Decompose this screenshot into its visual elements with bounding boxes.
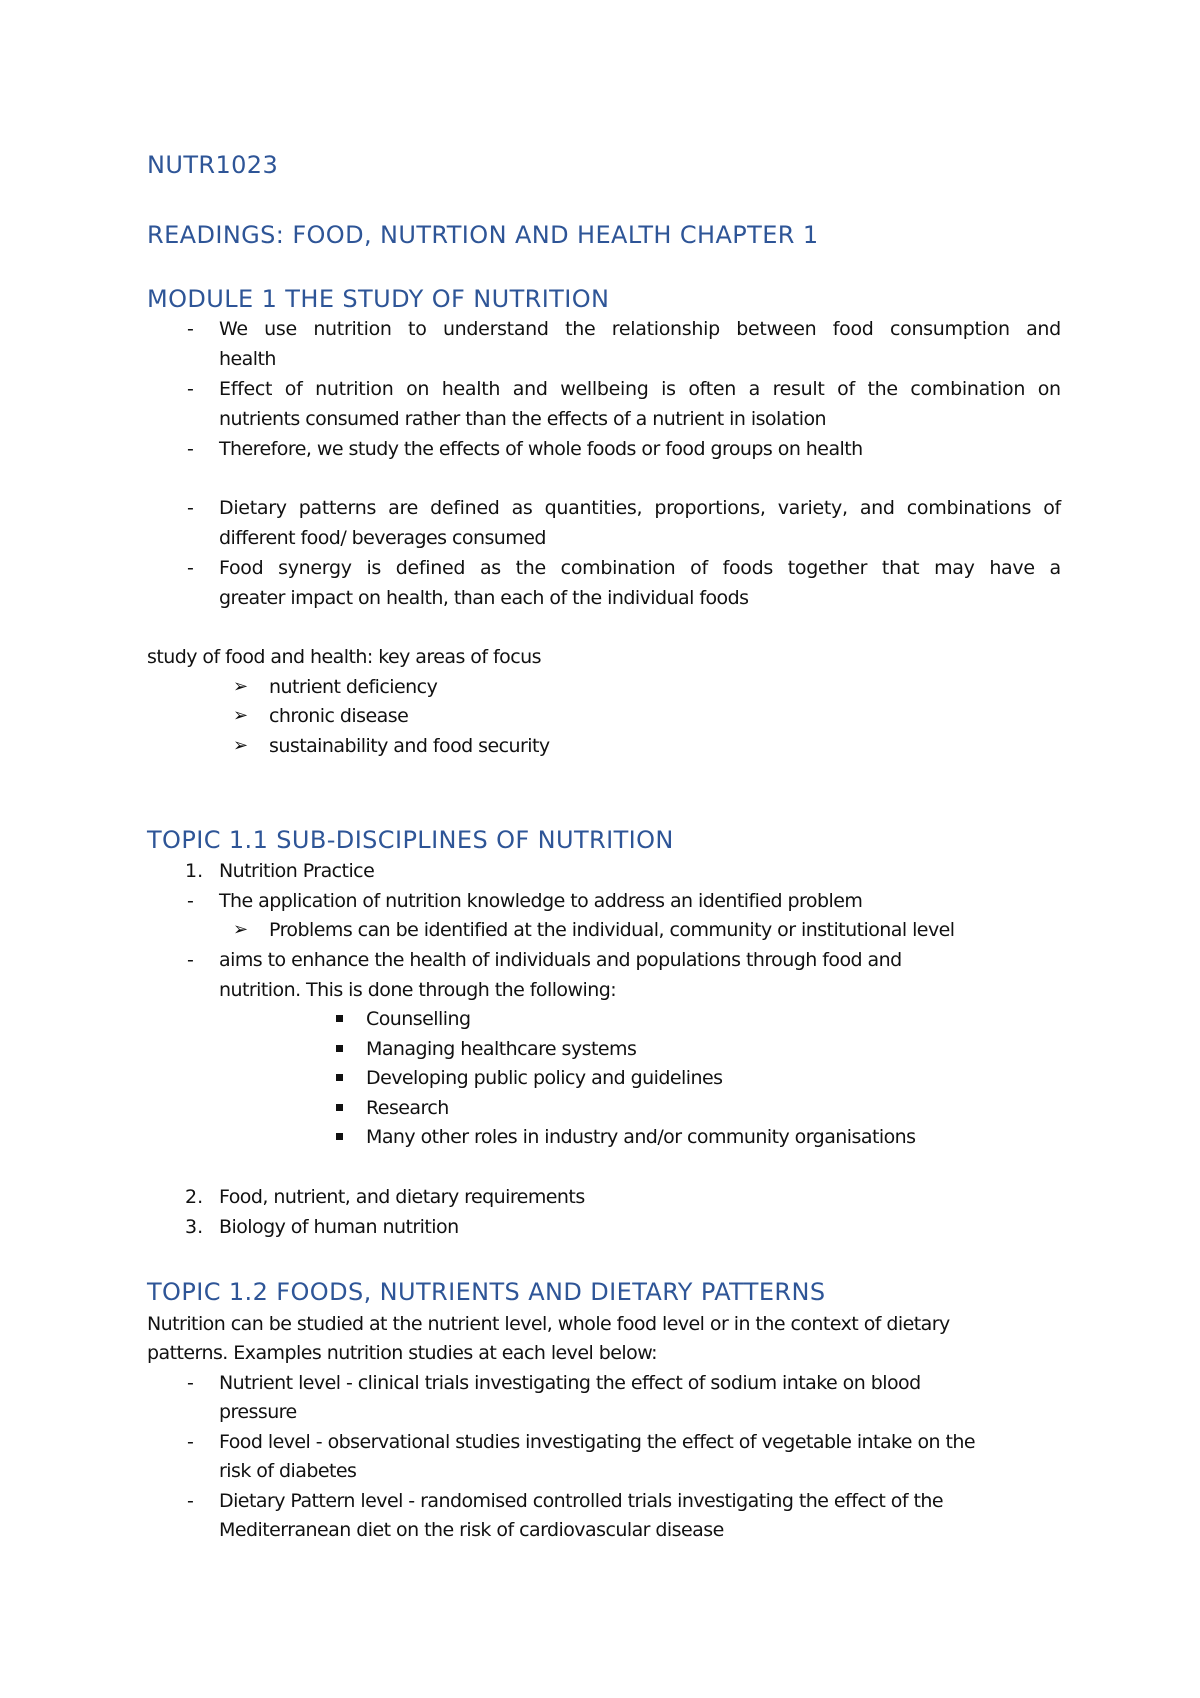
- justified-word: Dietary: [219, 497, 287, 519]
- topic12-heading: TOPIC 1.2 FOODS, NUTRIENTS AND DIETARY PATTERNS: [147, 1278, 826, 1306]
- justified-word: the: [867, 378, 898, 400]
- justified-word: a: [748, 378, 760, 400]
- dash-bullet: -: [187, 557, 194, 579]
- topic12-intro-line-2: patterns. Examples nutrition studies at each level below:: [147, 1342, 657, 1364]
- justified-word: is: [366, 557, 382, 579]
- focus-item: sustainability and food security: [269, 735, 550, 757]
- role-item: Counselling: [366, 1008, 471, 1030]
- justified-word: that: [881, 557, 920, 579]
- topic11-heading: TOPIC 1.1 SUB-DISCIPLINES OF NUTRITION: [147, 826, 674, 854]
- dash-bullet: -: [187, 438, 194, 460]
- justified-word: use: [264, 318, 297, 340]
- justified-word: health: [441, 378, 501, 400]
- justified-word: foods: [722, 557, 773, 579]
- justified-word: often: [688, 378, 736, 400]
- module1-bullet-1-line-1: [219, 318, 1061, 340]
- module1-heading: MODULE 1 THE STUDY OF NUTRITION: [147, 285, 610, 313]
- topic11-dash-2-line-2: nutrition. This is done through the following:: [219, 979, 617, 1001]
- justified-word: wellbeing: [560, 378, 649, 400]
- role-item: Many other roles in industry and/or community organisations: [366, 1126, 916, 1148]
- list-number: 1.: [185, 860, 204, 882]
- module1-bullet-5-line-2: greater impact on health, than each of the individual foods: [219, 587, 749, 609]
- justified-word: Food: [219, 557, 264, 579]
- topic11-item-2: Food, nutrient, and dietary requirements: [219, 1186, 585, 1208]
- justified-word: food: [832, 318, 874, 340]
- dash-bullet: -: [187, 890, 194, 912]
- level-item-2-line-2: risk of diabetes: [219, 1460, 357, 1482]
- topic11-dash-2-line-1: aims to enhance the health of individuals and populations through food and: [219, 949, 902, 971]
- justified-word: Effect: [219, 378, 273, 400]
- module1-bullet-2-line-1: [219, 378, 1061, 400]
- justified-word: on: [406, 378, 430, 400]
- level-item-1-line-1: Nutrient level - clinical trials investigating the effect of sodium intake on blood: [219, 1372, 921, 1394]
- role-item: Research: [366, 1097, 449, 1119]
- justified-word: the: [515, 557, 546, 579]
- justified-word: as: [479, 557, 501, 579]
- justified-word: defined: [395, 557, 466, 579]
- level-item-1-line-2: pressure: [219, 1401, 297, 1423]
- justified-word: of: [284, 378, 303, 400]
- justified-word: combinations: [906, 497, 1032, 519]
- justified-word: of: [837, 378, 855, 400]
- focus-item: nutrient deficiency: [269, 676, 438, 698]
- arrow-bullet-icon: ➢: [233, 919, 249, 940]
- justified-word: quantities,: [544, 497, 643, 519]
- justified-word: a: [1049, 557, 1061, 579]
- justified-word: relationship: [611, 318, 720, 340]
- list-number: 2.: [185, 1186, 204, 1208]
- module1-bullet-2-line-2: nutrients consumed rather than the effects of a nutrient in isolation: [219, 408, 827, 430]
- justified-word: are: [388, 497, 418, 519]
- justified-word: and: [859, 497, 895, 519]
- topic12-intro-line-1: Nutrition can be studied at the nutrient level, whole food level or in the context of dietary: [147, 1313, 950, 1335]
- topic11-item-3: Biology of human nutrition: [219, 1216, 459, 1238]
- justified-word: of: [1043, 497, 1061, 519]
- module1-bullet-5-line-1: [219, 557, 1061, 579]
- level-item-2-line-1: Food level - observational studies investigating the effect of vegetable intake on the: [219, 1431, 976, 1453]
- justified-word: to: [408, 318, 427, 340]
- dash-bullet: -: [187, 1431, 194, 1453]
- arrow-bullet-icon: ➢: [233, 676, 249, 697]
- arrow-bullet-icon: ➢: [233, 705, 249, 726]
- justified-word: result: [772, 378, 825, 400]
- justified-word: as: [511, 497, 533, 519]
- module1-bullet-3: Therefore, we study the effects of whole foods or food groups on health: [219, 438, 863, 460]
- dash-bullet: -: [187, 497, 194, 519]
- justified-word: understand: [442, 318, 549, 340]
- role-item: Managing healthcare systems: [366, 1038, 637, 1060]
- justified-word: We: [219, 318, 248, 340]
- focus-intro: study of food and health: key areas of focus: [147, 646, 541, 668]
- dash-bullet: -: [187, 1372, 194, 1394]
- justified-word: combination: [910, 378, 1026, 400]
- justified-word: together: [787, 557, 868, 579]
- module1-bullet-4-line-1: [219, 497, 1061, 519]
- topic11-item-1: Nutrition Practice: [219, 860, 375, 882]
- justified-word: synergy: [278, 557, 352, 579]
- square-bullet-icon: [336, 1045, 343, 1052]
- square-bullet-icon: [336, 1104, 343, 1111]
- justified-word: nutrition: [315, 378, 394, 400]
- justified-word: on: [1037, 378, 1061, 400]
- topic11-dash-1: The application of nutrition knowledge to address an identified problem: [219, 890, 863, 912]
- level-item-3-line-1: Dietary Pattern level - randomised controlled trials investigating the effect of the: [219, 1490, 943, 1512]
- module1-bullet-1-line-2: health: [219, 348, 276, 370]
- justified-word: and: [1026, 318, 1061, 340]
- justified-word: is: [661, 378, 676, 400]
- readings-heading: READINGS: FOOD, NUTRTION AND HEALTH CHAPTER 1: [147, 221, 819, 249]
- square-bullet-icon: [336, 1074, 343, 1081]
- dash-bullet: -: [187, 949, 194, 971]
- justified-word: between: [736, 318, 817, 340]
- justified-word: defined: [430, 497, 500, 519]
- justified-word: may: [934, 557, 975, 579]
- dash-bullet: -: [187, 378, 194, 400]
- justified-word: consumption: [889, 318, 1010, 340]
- level-item-3-line-2: Mediterranean diet on the risk of cardiovascular disease: [219, 1519, 724, 1541]
- justified-word: patterns: [298, 497, 377, 519]
- topic11-sub-1: Problems can be identified at the individual, community or institutional level: [269, 919, 955, 941]
- role-item: Developing public policy and guidelines: [366, 1067, 723, 1089]
- justified-word: variety,: [777, 497, 848, 519]
- justified-word: nutrition: [313, 318, 392, 340]
- list-number: 3.: [185, 1216, 204, 1238]
- justified-word: have: [989, 557, 1035, 579]
- justified-word: and: [512, 378, 548, 400]
- justified-word: combination: [560, 557, 676, 579]
- justified-word: the: [565, 318, 596, 340]
- justified-word: of: [690, 557, 708, 579]
- justified-word: proportions,: [654, 497, 766, 519]
- dash-bullet: -: [187, 318, 194, 340]
- focus-item: chronic disease: [269, 705, 409, 727]
- square-bullet-icon: [336, 1015, 343, 1022]
- module1-bullet-4-line-2: different food/ beverages consumed: [219, 527, 546, 549]
- course-code: NUTR1023: [147, 151, 279, 179]
- arrow-bullet-icon: ➢: [233, 735, 249, 756]
- dash-bullet: -: [187, 1490, 194, 1512]
- square-bullet-icon: [336, 1133, 343, 1140]
